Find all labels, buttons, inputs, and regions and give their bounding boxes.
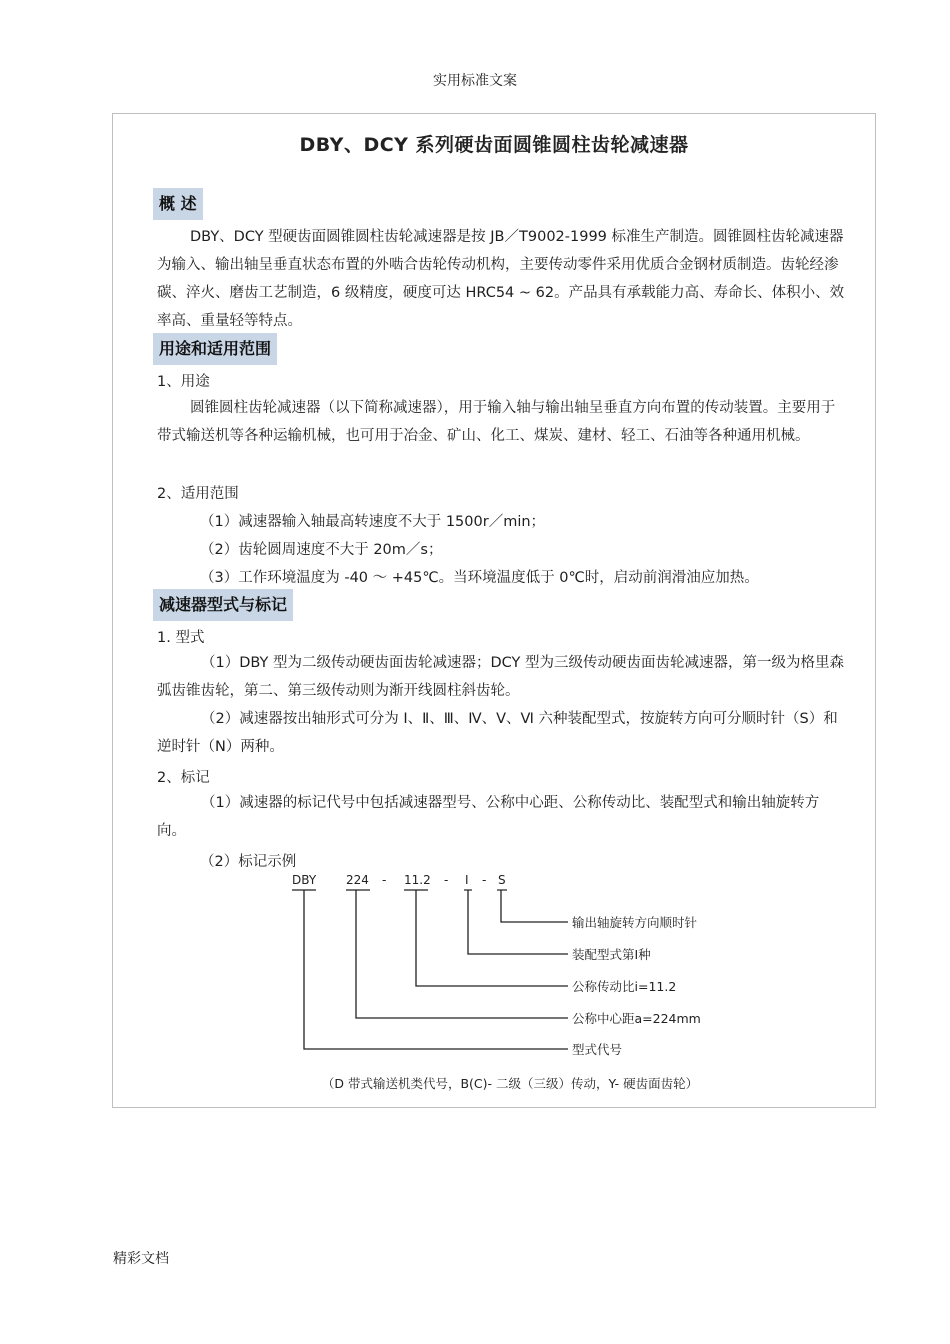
- usage-item1-text: 圆锥圆柱齿轮减速器（以下简称减速器），用于输入轴与输出轴呈垂直方向布置的传动装置。主要用于带式输送机等各种运输机械，也可用于冶金、矿山、化工、煤炭、建材、轻工、石油等各种通用机械。: [157, 400, 836, 444]
- leader-ratio: [416, 890, 568, 986]
- label-ratio: 公称传动比i=11.2: [572, 979, 677, 994]
- usage-item2-title: 2、适用范围: [157, 486, 239, 502]
- code-separator: -: [444, 873, 449, 887]
- code-ratio: 11.2: [404, 873, 431, 887]
- types-paragraph-1: （1）DBY 型为二级传动硬齿面齿轮减速器；DCY 型为三级传动硬齿面齿轮减速器，第一级为格里森弧齿锥齿轮，第二、第三级传动则为渐开线圆柱斜齿轮。: [157, 655, 845, 699]
- label-assembly: 装配型式第Ⅰ种: [572, 947, 651, 962]
- mark-paragraph-1: （1）减速器的标记代号中包括减速器型号、公称中心距、公称传动比、装配型式和输出轴旋转方向。: [157, 795, 820, 839]
- page-header: 实用标准文案: [433, 73, 517, 89]
- leader-direction: [501, 890, 568, 922]
- marking-diagram: [270, 868, 750, 1096]
- code-type: DBY: [292, 873, 317, 887]
- code-separator: -: [482, 873, 487, 887]
- range-item: （2）齿轮圆周速度不大于 20m／s；: [200, 542, 443, 558]
- label-center-distance: 公称中心距a=224mm: [572, 1011, 701, 1026]
- range-item: （1）减速器输入轴最高转速度不大于 1500r／min；: [200, 514, 546, 530]
- types-item2-title: 2、标记: [157, 770, 210, 786]
- label-direction: 输出轴旋转方向顺时针: [572, 915, 698, 930]
- code-center-distance: 224: [346, 873, 369, 887]
- types-item1-title: 1. 型式: [157, 630, 205, 646]
- diagram-lines: [270, 868, 750, 1096]
- section-heading-overview: 概 述: [153, 188, 203, 220]
- label-type-code: 型式代号: [572, 1042, 623, 1057]
- overview-paragraph: DBY、DCY 型硬齿面圆锥圆柱齿轮减速器是按 JB／T9002-1999 标准生产制造。圆锥圆柱齿轮减速器为输入、输出轴呈垂直状态布置的外啮合齿轮传动机构，主要传动零件采用优质合金钢材质制造。齿轮经渗碳、淬火、磨齿工艺制造，6 级精度，硬度可达 HRC54 ~ 62。产品具有承载能力高、寿命长、体积小、效率高、重量轻等特点。: [157, 229, 845, 329]
- usage-item1-title: 1、用途: [157, 374, 210, 390]
- code-direction: S: [498, 873, 506, 887]
- leader-type-code: [304, 890, 568, 1049]
- types-paragraph-2: （2）减速器按出轴形式可分为 Ⅰ、Ⅱ、Ⅲ、Ⅳ、Ⅴ、Ⅵ 六种装配型式，按旋转方向可分顺时针（S）和逆时针（N）两种。: [157, 711, 838, 755]
- section-heading-types: 减速器型式与标记: [153, 589, 293, 621]
- diagram-note: （D 带式输送机类代号，B(C)- 二级（三级）传动，Y- 硬齿面齿轮）: [321, 1076, 699, 1091]
- section-heading-usage: 用途和适用范围: [153, 333, 277, 365]
- mark-example-title: （2）标记示例: [200, 854, 297, 870]
- document-title: DBY、DCY 系列硬齿面圆锥圆柱齿轮减速器: [299, 134, 689, 156]
- page-footer: 精彩文档: [113, 1251, 169, 1267]
- range-item: （3）工作环境温度为 -40 ～ +45℃。当环境温度低于 0℃时，启动前润滑油应加热。: [200, 570, 759, 586]
- code-separator: -: [382, 873, 387, 887]
- code-assembly: Ⅰ: [465, 873, 469, 887]
